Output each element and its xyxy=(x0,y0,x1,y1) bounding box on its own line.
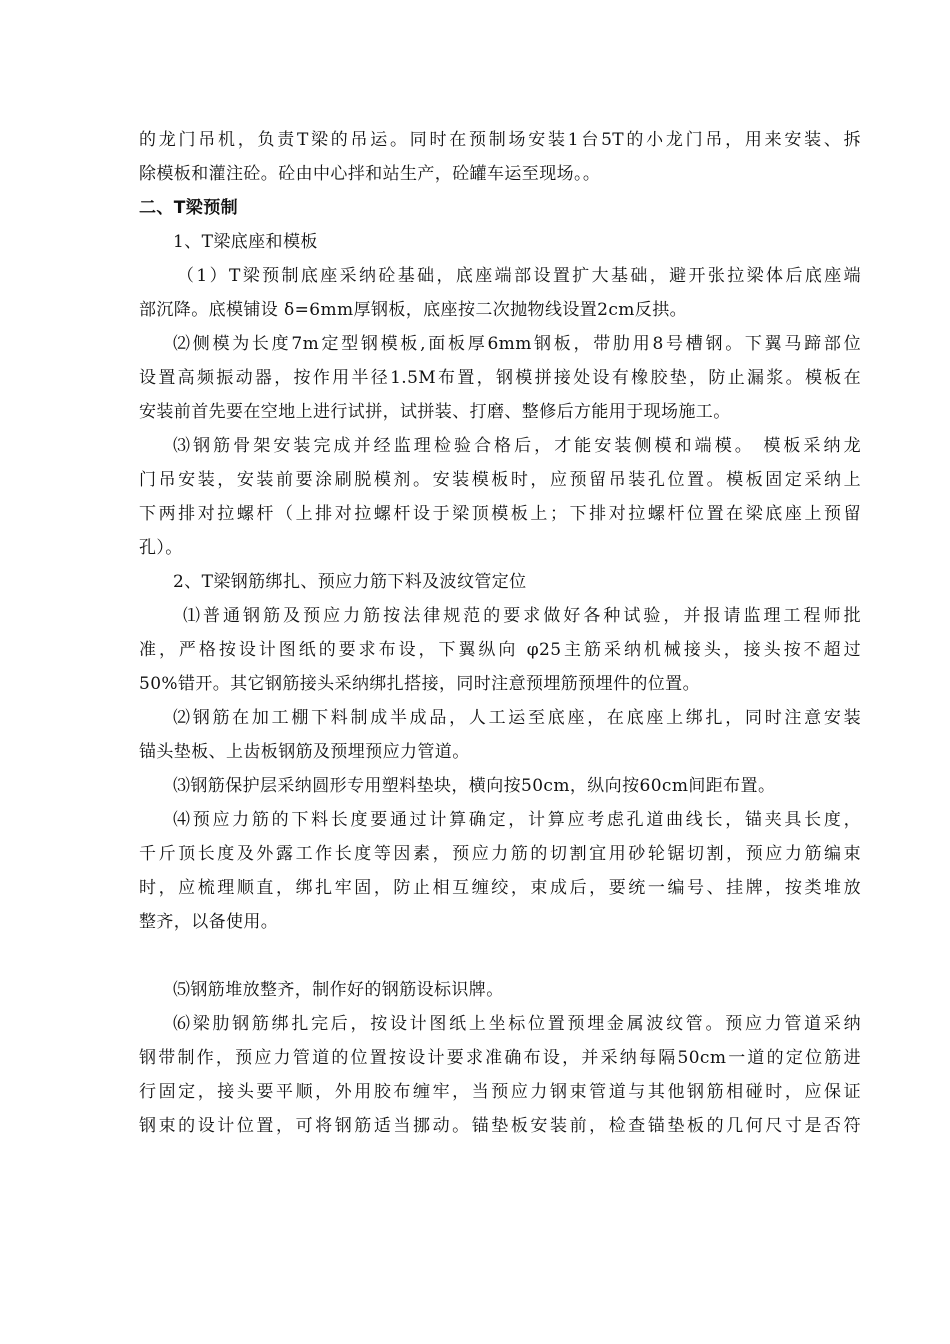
text-line: 的龙门吊机，负责T梁的吊运。同时在预制场安装1台5T的小龙门吊，用来安装、拆 xyxy=(139,130,861,150)
text-line: ⑴普通钢筋及预应力筋按法律规范的要求做好各种试验，并报请监理工程师批 xyxy=(183,606,861,626)
text-line: 钢束的设计位置，可将钢筋适当挪动。锚垫板安装前，检查锚垫板的几何尺寸是否符 xyxy=(139,1116,861,1136)
text-line: 千斤顶长度及外露工作长度等因素，预应力筋的切割宜用砂轮锯切割，预应力筋编束 xyxy=(139,844,861,864)
text-line: 下两排对拉螺杆（上排对拉螺杆设于梁顶模板上；下排对拉螺杆位置在梁底座上预留 xyxy=(139,504,861,524)
text-line: 孔）。 xyxy=(139,538,183,558)
text-line: 门吊安装，安装前要涂刷脱模剂。安装模板时，应预留吊装孔位置。模板固定采纳上 xyxy=(139,470,861,490)
section-heading: 二、T梁预制 xyxy=(139,198,238,218)
paragraph-gap xyxy=(139,939,861,973)
text-line: （1）T梁预制底座采纳砼基础，底座端部设置扩大基础，避开张拉梁体后底座端 xyxy=(177,266,861,286)
text-line: 50%错开。其它钢筋接头采纳绑扎搭接，同时注意预埋筋预埋件的位置。 xyxy=(139,674,700,694)
text-line: ⑵侧模为长度7m定型钢模板,面板厚6mm钢板，带肋用8号槽钢。下翼马蹄部位 xyxy=(173,334,861,354)
text-line: 除模板和灌注砼。砼由中心拌和站生产，砼罐车运至现场。。 xyxy=(139,164,601,184)
text-line: ⑶钢筋保护层采纳圆形专用塑料垫块，横向按50cm，纵向按60cm间距布置。 xyxy=(173,776,776,796)
text-line: ⑹梁肋钢筋绑扎完后，按设计图纸上坐标位置预埋金属波纹管。预应力管道采纳 xyxy=(173,1014,861,1034)
text-line: 钢带制作，预应力管道的位置按设计要求准确布设，并采纳每隔50cm一道的定位筋进 xyxy=(139,1048,861,1068)
subsection-heading: 2、T梁钢筋绑扎、预应力筋下料及波纹管定位 xyxy=(173,572,527,592)
text-line: 行固定，接头要平顺，外用胶布缠牢，当预应力钢束管道与其他钢筋相碰时，应保证 xyxy=(139,1082,861,1102)
document-body xyxy=(139,123,861,1143)
text-line: 设置高频振动器，按作用半径1.5M布置，钢模拼接处设有橡胶垫，防止漏浆。模板在 xyxy=(139,368,861,388)
text-line: 安装前首先要在空地上进行试拼，试拼装、打磨、整修后方能用于现场施工。 xyxy=(139,402,731,422)
text-line: ⑷预应力筋的下料长度要通过计算确定，计算应考虑孔道曲线长，锚夹具长度， xyxy=(173,810,861,830)
text-line: ⑶钢筋骨架安装完成并经监理检验合格后，才能安装侧模和端模。 模板采纳龙 xyxy=(173,436,861,456)
text-line: 整齐，以备使用。 xyxy=(139,912,279,932)
text-line: ⑸钢筋堆放整齐，制作好的钢筋设标识牌。 xyxy=(173,980,504,1000)
text-line: 时，应梳理顺直，绑扎牢固，防止相互缠绞，束成后，要统一编号、挂牌，按类堆放 xyxy=(139,878,861,898)
subsection-heading: 1、T梁底座和模板 xyxy=(173,232,318,252)
text-line: 准，严格按设计图纸的要求布设，下翼纵向 φ25主筋采纳机械接头，接头按不超过 xyxy=(139,640,861,660)
text-line: ⑵钢筋在加工棚下料制成半成品，人工运至底座，在底座上绑扎，同时注意安装 xyxy=(173,708,861,728)
text-line: 锚头垫板、上齿板钢筋及预埋预应力管道。 xyxy=(139,742,470,762)
text-line: 部沉降。底模铺设 δ=6mm厚钢板，底座按二次抛物线设置2cm反拱。 xyxy=(139,300,687,320)
